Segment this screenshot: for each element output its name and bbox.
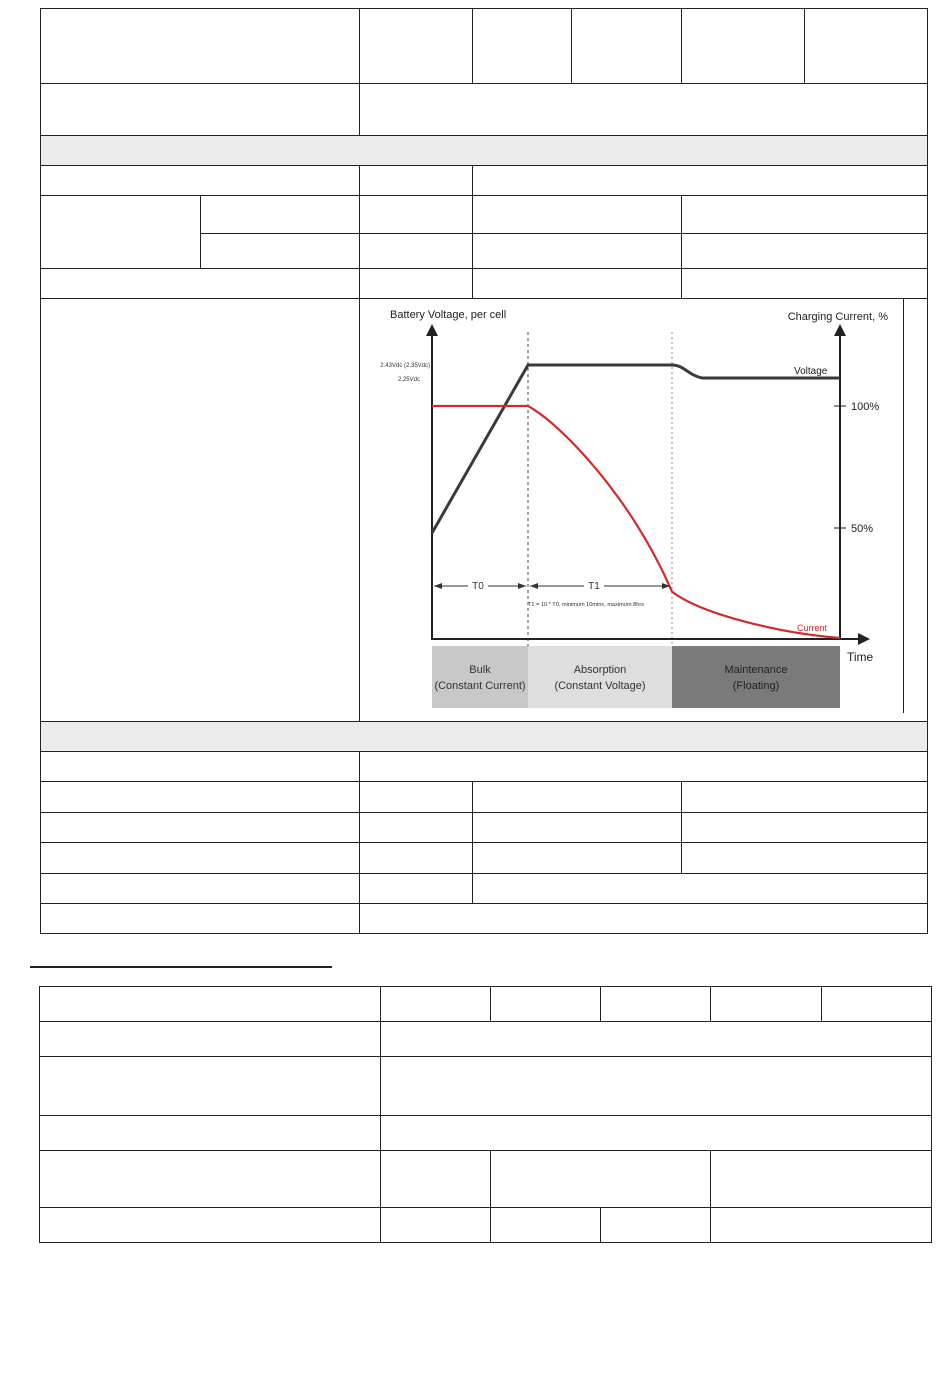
right-y-axis-arrow (834, 324, 846, 336)
series-voltage-line (432, 365, 840, 533)
charging-profile-chart-cell (362, 300, 902, 718)
t1-note: T1 = 10 * T0, minimum 10mins, maximum 8hrs (528, 602, 645, 608)
phase-band-0 (432, 646, 528, 708)
phase-label-0: Bulk (469, 664, 491, 676)
y-left-tick-1: 2.25Vdc (397, 377, 420, 383)
y-left-label: Battery Voltage, per cell (390, 309, 507, 321)
phase-band-1 (528, 646, 672, 708)
y-right-label: Charging Current, % (787, 311, 888, 323)
section-heading-underline (30, 966, 332, 968)
phase-band-2 (672, 646, 840, 708)
section-header-row-1 (41, 136, 928, 165)
phase-sublabel-0: (Constant Current) (434, 680, 526, 692)
x-axis-arrow (858, 633, 870, 645)
phase-label-2: Maintenance (724, 664, 788, 676)
section-header-row-2 (41, 722, 928, 751)
phase-sublabel-2: (Floating) (732, 680, 780, 692)
y-right-tick-1: 50% (851, 523, 874, 535)
phase-sublabel-1: (Constant Voltage) (554, 680, 646, 692)
series-current-label: Current (797, 623, 828, 633)
t1-arrow-left (530, 583, 538, 589)
y-left-tick-0: 2.43Vdc (2.35Vdc) (380, 363, 430, 369)
left-y-axis-arrow (426, 324, 438, 336)
t1-label: T1 (588, 581, 600, 592)
t0-arrow-right (518, 583, 526, 589)
t0-arrow-left (434, 583, 442, 589)
y-right-tick-0: 100% (851, 401, 880, 413)
t0-label: T0 (472, 581, 484, 592)
phase-label-1: Absorption (573, 664, 627, 676)
series-voltage-label: Voltage (794, 366, 828, 377)
x-label: Time (847, 650, 874, 664)
charging-profile-chart (362, 300, 902, 718)
